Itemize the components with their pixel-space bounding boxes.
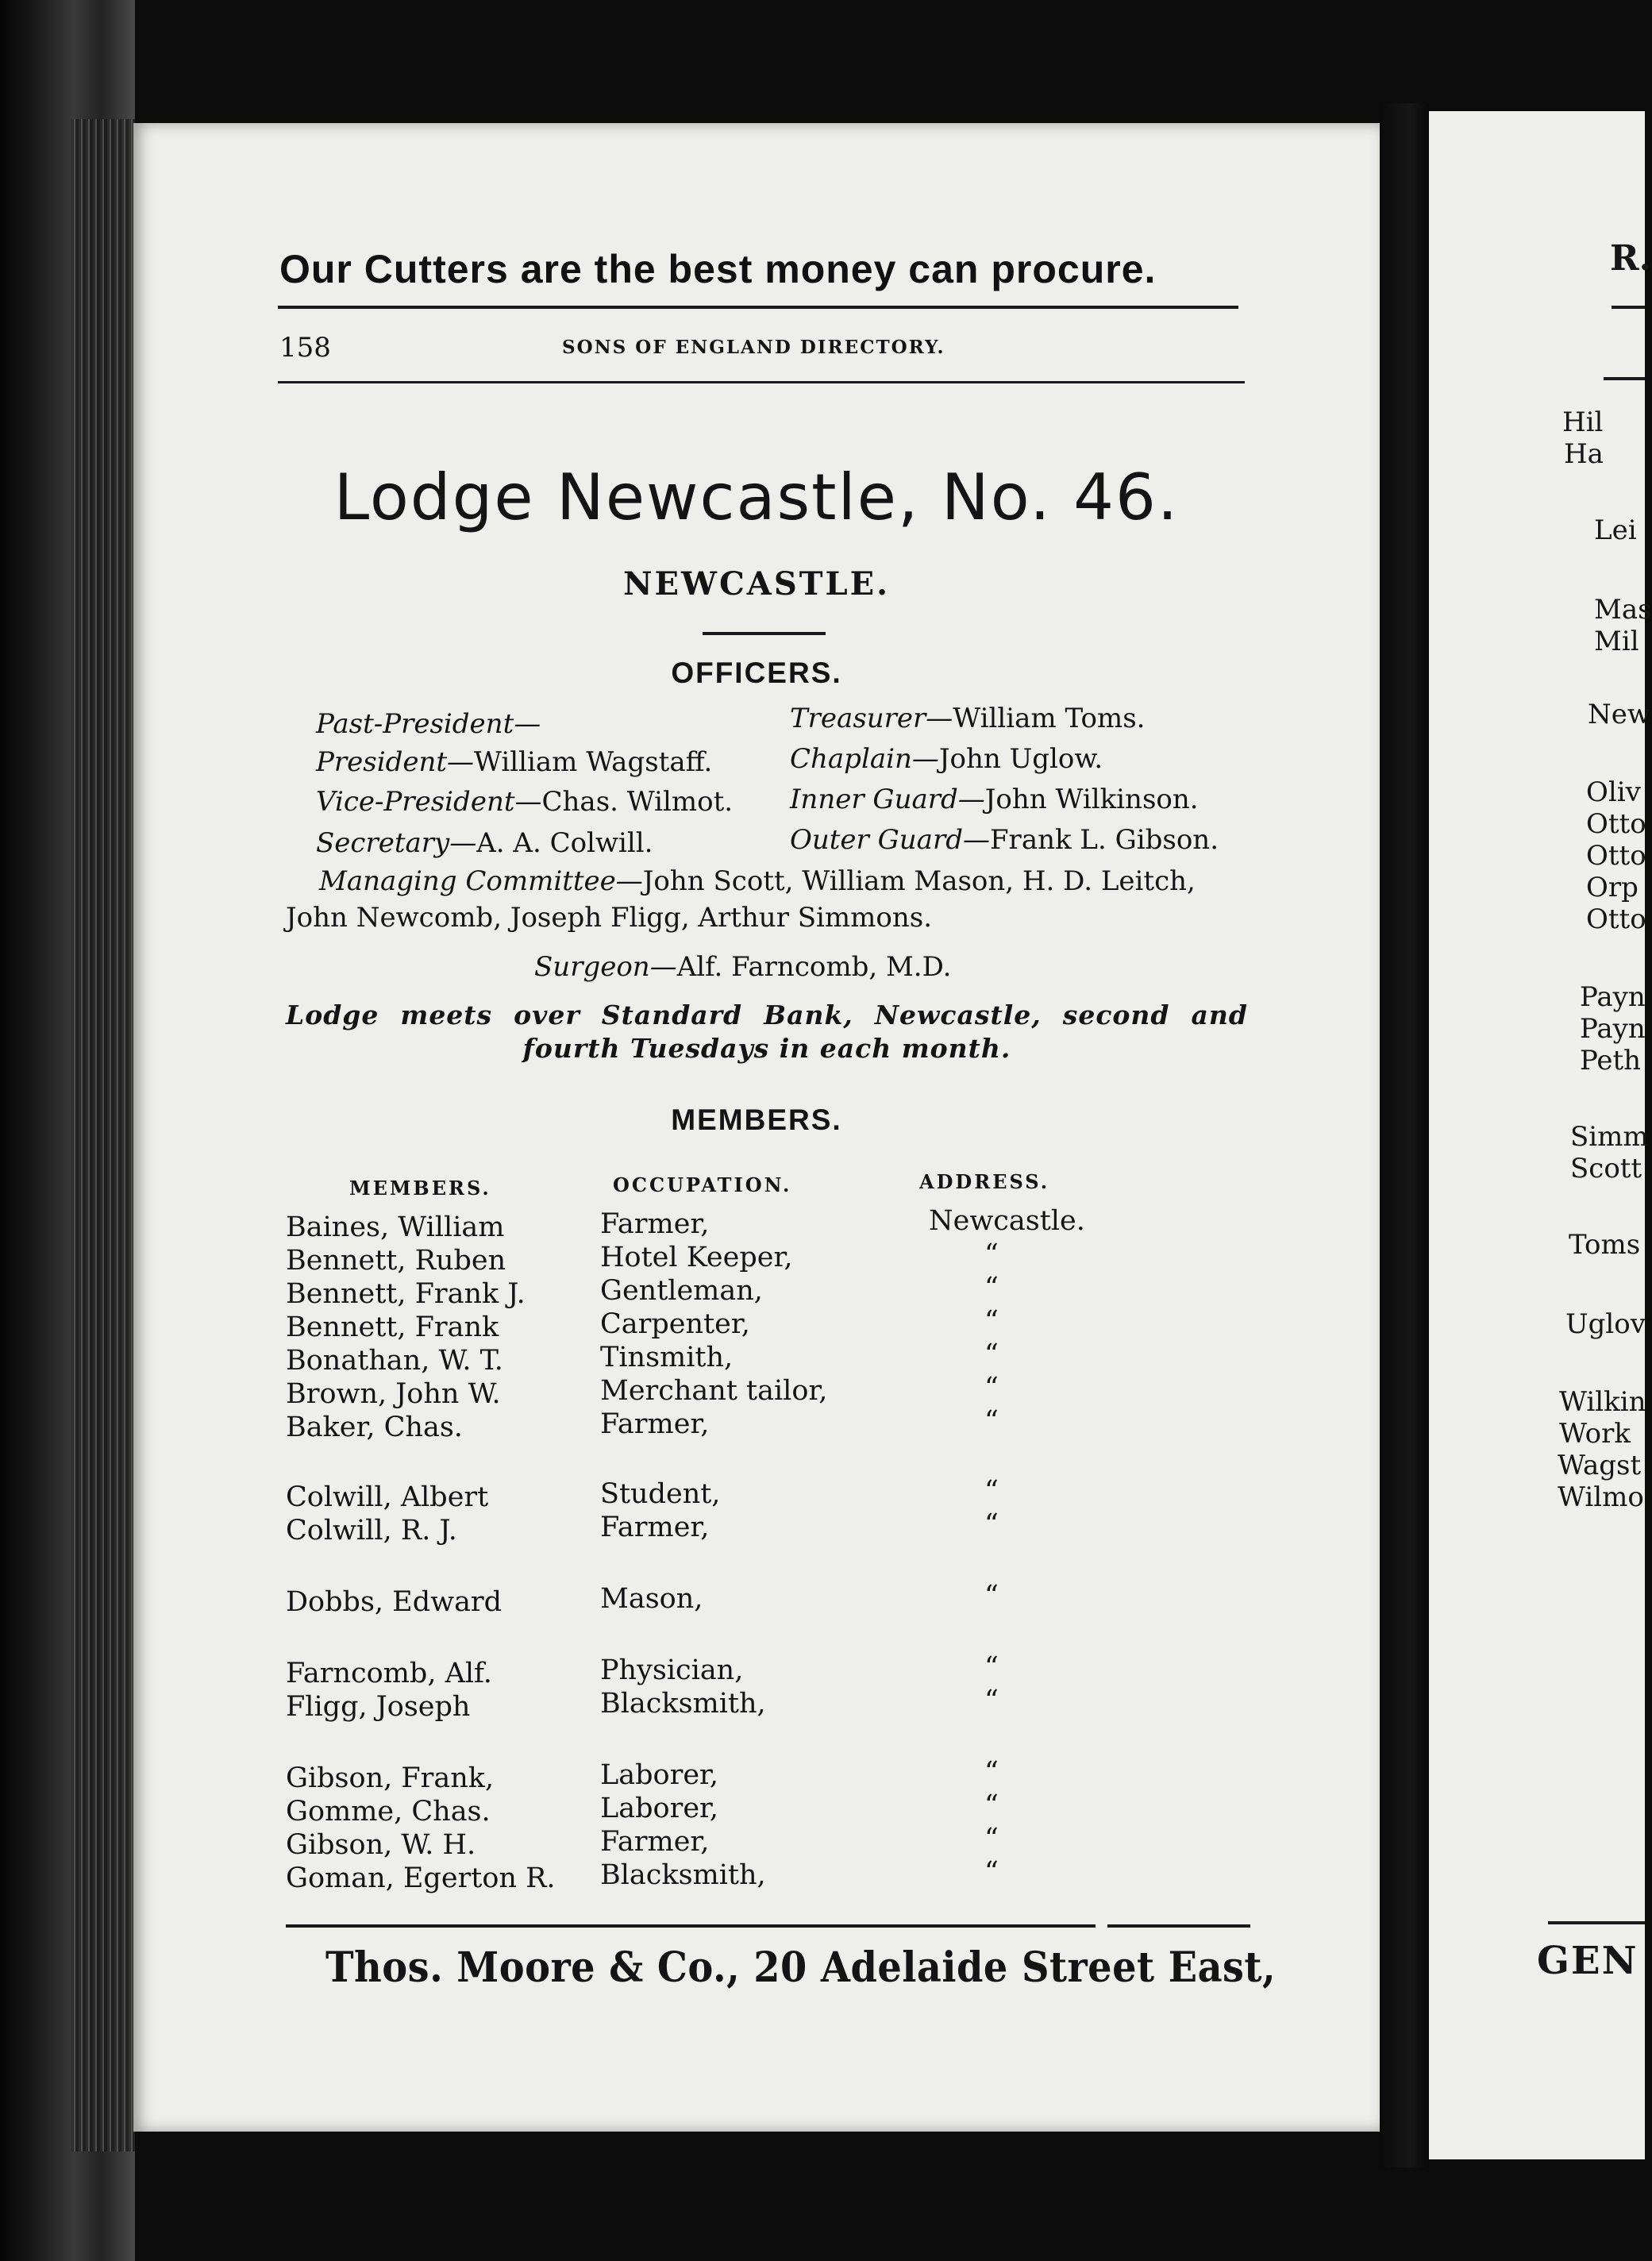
managing-committee-cont: John Newcomb, Joseph Fligg, Arthur Simmons.	[286, 902, 933, 934]
member-occupation: Blacksmith,	[600, 1688, 766, 1720]
member-name: Goman, Egerton R.	[286, 1862, 556, 1894]
right-page-line: Mil	[1594, 626, 1639, 657]
running-rule	[278, 381, 1245, 383]
right-page-footer: GEN	[1537, 1939, 1639, 1983]
right-page-line: Orp	[1586, 872, 1639, 903]
member-name: Gibson, Frank,	[286, 1762, 495, 1794]
member-name: Bennett, Frank	[286, 1312, 499, 1343]
right-footer-rule	[1548, 1921, 1645, 1924]
member-address: “	[984, 1789, 999, 1821]
officer-chaplain: Chaplain—John Uglow.	[790, 743, 1103, 775]
right-page-line: Lei	[1594, 514, 1637, 546]
right-page-line: Otto	[1586, 840, 1646, 872]
member-occupation: Tinsmith,	[600, 1342, 734, 1373]
right-page-line: Peth	[1580, 1045, 1642, 1077]
lodge-title: Lodge Newcastle, No. 46.	[333, 460, 1180, 534]
member-address: “	[984, 1856, 999, 1888]
member-address: “	[984, 1756, 999, 1788]
lodge-town: NEWCASTLE.	[622, 565, 891, 603]
member-occupation: Farmer,	[600, 1408, 710, 1440]
member-address: “	[984, 1338, 999, 1370]
member-name: Colwill, Albert	[286, 1481, 489, 1513]
member-occupation: Hotel Keeper,	[600, 1242, 793, 1273]
right-page-line: Hil	[1562, 406, 1604, 438]
footer-rule-right	[1107, 1924, 1250, 1928]
member-name: Fligg, Joseph	[286, 1691, 471, 1723]
member-address: Newcastle.	[929, 1205, 1085, 1237]
member-name: Brown, John W.	[286, 1378, 501, 1410]
member-name: Bonathan, W. T.	[286, 1345, 503, 1377]
right-page-line: Toms	[1569, 1229, 1641, 1261]
member-address: “	[984, 1238, 999, 1270]
officer-treasurer: Treasurer—William Toms.	[790, 703, 1146, 734]
member-occupation: Laborer,	[600, 1759, 719, 1791]
header-rule	[278, 306, 1238, 309]
member-occupation: Farmer,	[600, 1512, 710, 1543]
member-name: Colwill, R. J.	[286, 1515, 457, 1546]
member-address: “	[984, 1272, 999, 1304]
page-number: 158	[279, 332, 331, 364]
member-name: Dobbs, Edward	[286, 1586, 503, 1618]
member-occupation: Merchant tailor,	[600, 1375, 828, 1407]
right-page-line: Payn	[1580, 1013, 1646, 1045]
officer-past-president: Past-President—	[316, 708, 541, 740]
member-name: Gibson, W. H.	[286, 1829, 476, 1861]
member-occupation: Laborer,	[600, 1793, 719, 1824]
member-name: Bennett, Ruben	[286, 1245, 506, 1277]
page-edges	[71, 119, 135, 2151]
right-page-line: Wilkin	[1559, 1386, 1646, 1418]
member-occupation: Farmer,	[600, 1826, 710, 1858]
member-occupation: Carpenter,	[600, 1308, 750, 1340]
right-page-line: Work	[1559, 1418, 1631, 1450]
footer-advert: Thos. Moore & Co., 20 Adelaide Street East,	[325, 1943, 1277, 1992]
right-page-line: Payn	[1580, 981, 1646, 1013]
member-address: “	[984, 1651, 999, 1683]
member-address: “	[984, 1580, 999, 1612]
right-page-header: R.	[1610, 238, 1651, 279]
right-page-line: New	[1588, 699, 1650, 730]
book-gutter	[1380, 103, 1429, 2167]
right-page-line: Scott	[1570, 1153, 1642, 1184]
running-title: SONS OF ENGLAND DIRECTORY.	[562, 337, 945, 358]
member-name: Gomme, Chas.	[286, 1796, 491, 1828]
member-name: Bennett, Frank J.	[286, 1278, 526, 1310]
member-address: “	[984, 1305, 999, 1337]
book-spine	[0, 0, 135, 2261]
managing-committee: Managing Committee—John Scott, William Mason, H. D. Leitch,	[319, 865, 1196, 897]
right-running-rule	[1604, 377, 1645, 380]
col-head-address: ADDRESS.	[919, 1170, 1050, 1193]
member-address: “	[984, 1508, 999, 1540]
member-address: “	[984, 1372, 999, 1404]
member-occupation: Farmer,	[600, 1208, 710, 1240]
right-page-line: Wilmo	[1558, 1481, 1644, 1513]
footer-rule-left	[286, 1924, 1096, 1928]
officer-vice-president: Vice-President—Chas. Wilmot.	[316, 786, 734, 818]
col-head-members: MEMBERS.	[349, 1177, 491, 1200]
right-page-line: Ha	[1564, 438, 1604, 470]
member-address: “	[984, 1405, 999, 1437]
member-name: Baines, William	[286, 1211, 505, 1243]
surgeon: Surgeon—Alf. Farncomb, M.D.	[534, 951, 952, 983]
header-tagline: Our Cutters are the best money can procure.	[279, 247, 1157, 291]
right-page-line: Otto	[1586, 903, 1646, 935]
officers-heading: OFFICERS.	[671, 657, 842, 689]
lodge-meets-note: Lodge meets over Standard Bank, Newcastle, second and fourth Tuesdays in each month.	[286, 1000, 1248, 1064]
officer-inner-guard: Inner Guard—John Wilkinson.	[790, 784, 1199, 815]
member-occupation: Physician,	[600, 1654, 744, 1686]
member-occupation: Gentleman,	[600, 1275, 763, 1307]
officer-outer-guard: Outer Guard—Frank L. Gibson.	[790, 824, 1219, 856]
members-heading: MEMBERS.	[671, 1104, 842, 1136]
right-page-line: Oliv	[1586, 776, 1641, 808]
officer-secretary: Secretary—A. A. Colwill.	[316, 827, 653, 859]
member-name: Farncomb, Alf.	[286, 1658, 492, 1689]
right-page-line: Mas	[1594, 594, 1652, 626]
right-page-line: Simm	[1570, 1121, 1649, 1153]
right-page-line: Uglov	[1565, 1308, 1646, 1340]
member-name: Baker, Chas.	[286, 1412, 463, 1443]
right-page-line: Wagst	[1558, 1450, 1642, 1481]
col-head-occupation: OCCUPATION.	[613, 1173, 792, 1196]
right-header-rule	[1612, 306, 1645, 309]
member-address: “	[984, 1475, 999, 1507]
member-occupation: Student,	[600, 1478, 721, 1510]
member-address: “	[984, 1823, 999, 1855]
member-occupation: Mason,	[600, 1583, 703, 1615]
member-address: “	[984, 1685, 999, 1716]
member-occupation: Blacksmith,	[600, 1859, 766, 1891]
right-page-line: Otto	[1586, 808, 1646, 840]
officer-president: President—William Wagstaff.	[316, 746, 713, 778]
title-divider	[703, 632, 826, 635]
